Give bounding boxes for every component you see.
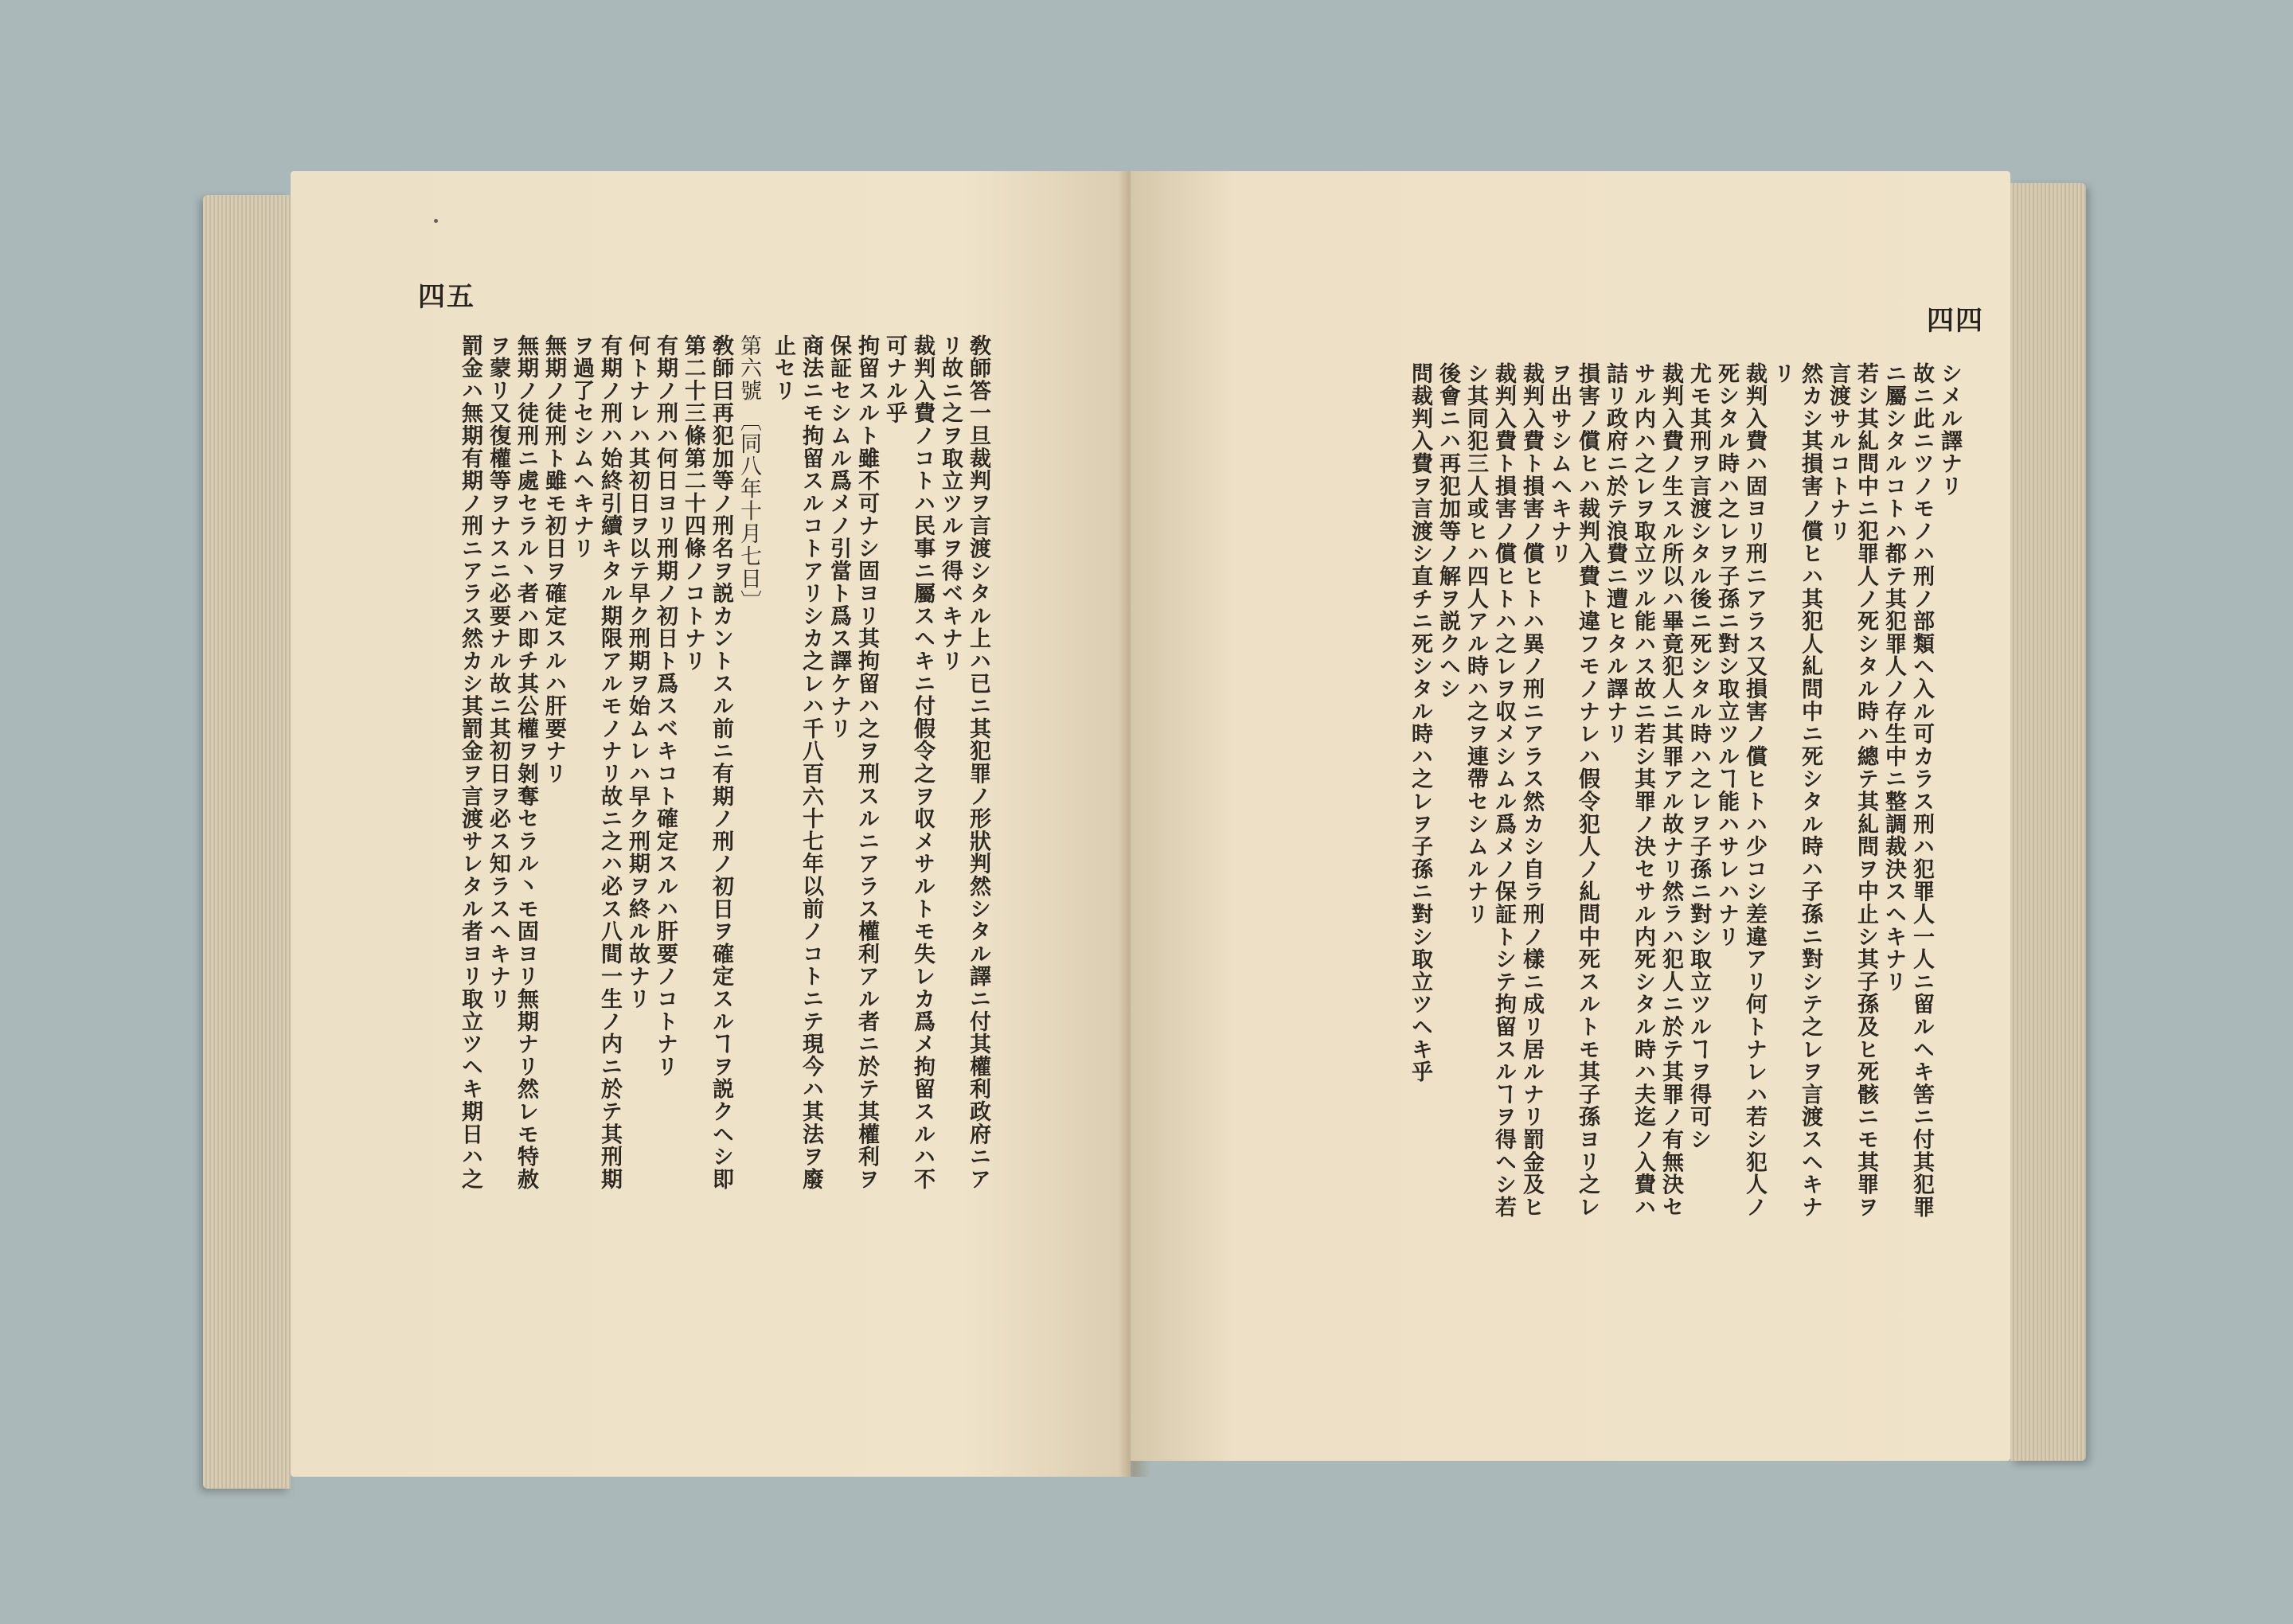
text-column: 死シタル時ハ之レヲ子孫ニ對シ取立ツルヿ能ハサレハナリ [1714,362,1739,948]
text-column: リ故ニ之ヲ取立ツルヲ得ベキナリ [938,334,963,673]
section-heading: 第六號 〔同八年十月七日〕 [736,334,761,613]
text-column: 有期ノ刑ハ何日ヨリ刑期ノ初日ト爲スベキコト確定スルハ肝要ノコトナリ [653,334,678,1078]
text-column: ヲ出サシムヘキナリ [1547,362,1572,565]
text-column: 第二十三條第二十四條ノコトナリ [681,334,705,673]
right-page-block-edge [2010,183,2086,1461]
left-page [291,171,1131,1477]
text-column: 商法ニモ拘留スルコトアリシカ之レハ千八百六十七年以前ノコトニテ現今ハ其法ヲ廢 [799,334,823,1191]
text-column: 詰リ政府ニ於テ浪費ニ遭ヒタル譯ナリ [1603,362,1627,746]
text-column: ヲ蒙リ又復權等ヲナスニ必要ナル故ニ其初日ヲ必ス知ラスヘキナリ [486,334,510,1010]
text-column: 裁判入費ハ固ヨリ刑ニアラス又損害ノ償ヒトハ少コシ差違アリ何トナレハ若シ犯人ノ [1742,362,1767,1219]
page-number: 四四 [1927,305,1984,337]
text-column: 無期ノ徒刑ニ處セラル丶者ハ即チ其公權ヲ剝奪セラル丶モ固ヨリ無期ナリ然レモ特赦 [514,334,538,1191]
text-column: 若シ其糺問中ニ犯罪人ノ死シタル時ハ總テ其糺問ヲ中止シ其子孫及ヒ死骸ニモ其罪ヲ [1854,362,1878,1219]
text-column: ヲ過了セシムヘキナリ [569,334,594,560]
text-column: シ其同犯三人或ヒハ四人アル時ハ之ヲ連帶セシムルナリ [1463,362,1488,926]
right-page [1131,171,2010,1461]
text-column: 裁判入費ノコトハ民事ニ屬スヘキニ付假令之ヲ収メサルトモ失レカ爲メ拘留スルハ不 [910,334,935,1191]
text-column: 裁判入費ト損害ノ償ヒトハ之レヲ収メシムル爲メノ保証トシテ拘留スルヿヲ得ヘシ若 [1491,362,1516,1219]
text-column: 損害ノ償ヒハ裁判入費ト違フモノナレハ假令犯人ノ糺問中死スルトモ其子孫ヨリ之レ [1575,362,1600,1219]
text-column: 敎師答一旦裁判ヲ言渡シタル上ハ已ニ其犯罪ノ形狀判然シタル譯ニ付其權利政府ニア [966,334,990,1191]
open-book [203,171,2086,1477]
text-column: 敎師曰再犯加等ノ刑名ヲ説カントスル前ニ有期ノ刑ノ初日ヲ確定スルヿヲ説クヘシ即 [709,334,733,1191]
text-column: 止セリ [771,334,795,402]
text-column: 裁判入費ノ生スル所以ハ畢竟犯人ニ其罪アル故ナリ然ラハ犯人ニ於テ其罪ノ有無決セ [1658,362,1683,1219]
text-column: 有期ノ刑ハ始終引續キタル期限アルモノナリ故ニ之ハ必ス八間一生ノ内ニ於テ其刑期 [597,334,622,1191]
text-column: シメル譯ナリ [1937,362,1962,498]
text-column: 尤モ其刑ヲ言渡シタル後ニ死シタル時ハ之レヲ子孫ニ對シ取立ツルヿヲ得可シ [1686,362,1711,1151]
text-column: 無期ノ徒刑ト雖モ初日ヲ確定スルハ肝要ナリ [541,334,566,785]
text-column: 後會ニハ再犯加等ノ解ヲ説クヘシ [1436,362,1460,701]
left-page-block-edge [203,195,291,1489]
text-column: ニ屬シタルコトハ都テ其犯罪人ノ存生中ニ整調裁決スヘキナリ [1881,362,1906,994]
ink-spot [434,219,438,223]
text-column: 罰金ハ無期有期ノ刑ニアラス然カシ其罰金ヲ言渡サレタル者ヨリ取立ツヘキ期日ハ之 [458,334,482,1191]
text-column: リ [1770,362,1795,385]
text-column: 然カシ其損害ノ償ヒハ其犯人糺問中ニ死シタル時ハ子孫ニ對シテ之レヲ言渡スヘキナ [1798,362,1822,1219]
text-column: 問裁判入費ヲ言渡シ直チニ死シタル時ハ之レヲ子孫ニ對シ取立ツヘキ乎 [1408,362,1432,1083]
text-column: サル内ハ之レヲ取立ツル能ハス故ニ若シ其罪ノ決セサル内死シタル時ハ夫迄ノ入費ハ [1631,362,1655,1219]
text-column: 裁判入費ト損害ノ償ヒトハ異ノ刑ニアラス然カシ自ラ刑ノ樣ニ成リ居ルナリ罰金及ヒ [1519,362,1544,1219]
text-column: 可ナル乎 [882,334,907,425]
text-column: 故ニ此ニツノモノハ刑ノ部類ヘ入ル可カラス刑ハ犯罪人一人ニ留ルヘキ筈ニ付其犯罪 [1909,362,1934,1219]
page-number: 四五 [418,281,475,313]
text-column: 拘留スルト雖不可ナシ固ヨリ其拘留ハ之ヲ刑スルニアラス權利アル者ニ於テ其權利ヲ [854,334,879,1191]
text-column: 保証セシムル爲メノ引當ト爲ス譯ケナリ [826,334,851,740]
text-column: 言渡サルコトナリ [1826,362,1850,543]
text-column: 何トナレハ其初日ヲ以テ早ク刑期ヲ始ムレハ早ク刑期ヲ終ル故ナリ [625,334,650,1010]
